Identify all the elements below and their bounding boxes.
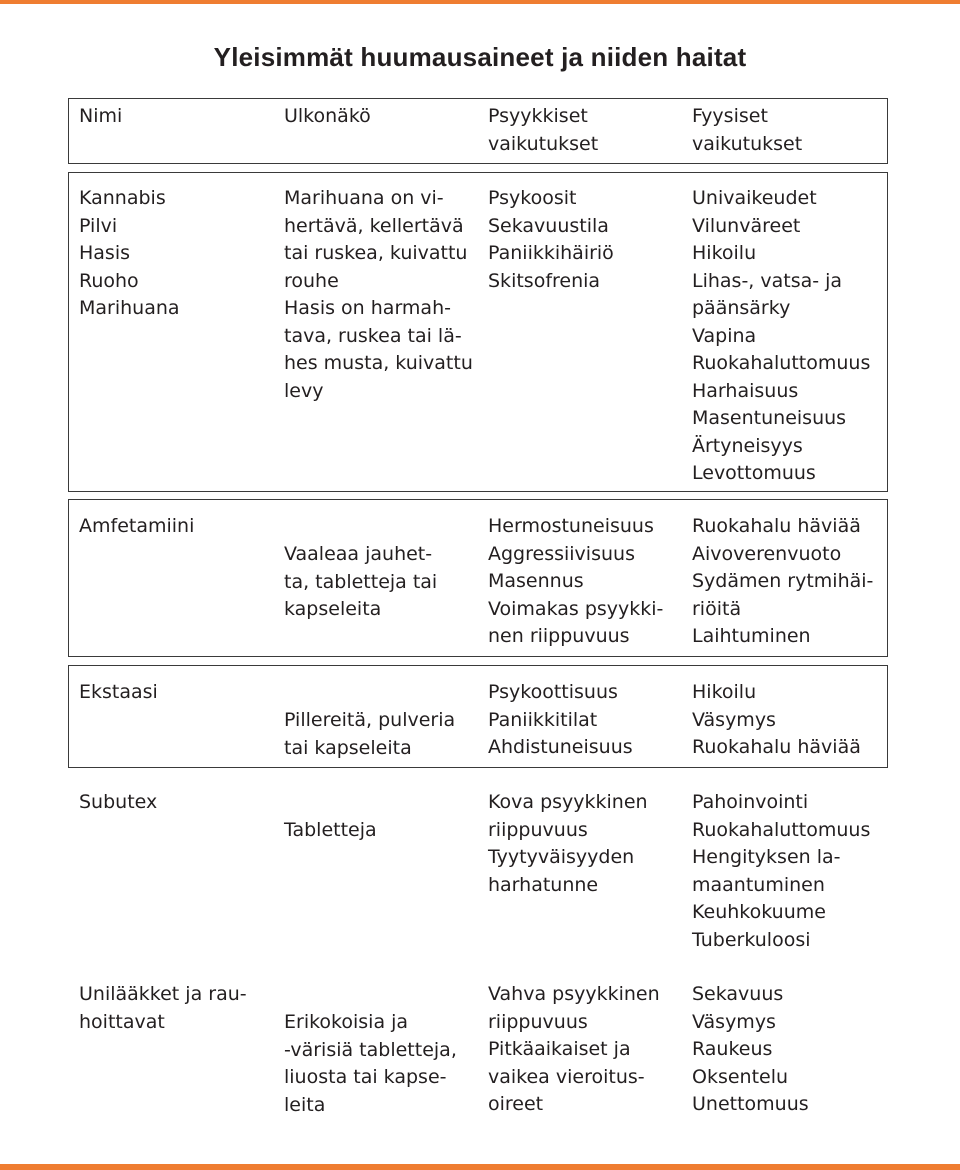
page-title: Yleisimmät huumausaineet ja niiden haitat (213, 42, 747, 72)
header-psyykkiset: Psyykkiset vaikutukset (488, 105, 599, 155)
cell-ulkonako: Pillereitä, pulveria tai kapseleita (284, 709, 456, 759)
header-fyysiset: Fyysiset vaikutukset (692, 105, 803, 155)
cell-fyysiset: Hikoilu Väsymys Ruokahalu häviää (692, 681, 861, 758)
cell-ulkonako: Tabletteja (284, 819, 377, 841)
cell-nimi: Amfetamiini (79, 515, 195, 537)
bottom-accent-rule (0, 1164, 960, 1170)
cell-ulkonako: Vaaleaa jauhet- ta, tabletteja tai kapseleita (284, 543, 438, 620)
cell-psyykkiset: Psykoosit Sekavuustila Paniikkihäiriö Skitsofrenia (488, 187, 614, 292)
top-accent-rule (0, 0, 960, 4)
header-nimi: Nimi (79, 105, 123, 127)
cell-ulkonako: Marihuana on vi- hertävä, kellertävä tai ruskea, kuivattu rouhe Hasis on harmah- tava, ruskea tai lä- hes musta, kuivattu levy (284, 187, 473, 402)
cell-psyykkiset: Hermostuneisuus Aggressiivisuus Masennus Voimakas psyykki- nen riippuvuus (488, 515, 664, 647)
cell-fyysiset: Pahoinvointi Ruokahaluttomuus Hengityksen la- maantuminen Keuhkokuume Tuberkuloosi (692, 791, 871, 951)
cell-fyysiset: Sekavuus Väsymys Raukeus Oksentelu Unettomuus (692, 983, 809, 1115)
cell-nimi: Kannabis Pilvi Hasis Ruoho Marihuana (79, 187, 180, 319)
cell-ulkonako: Erikokoisia ja -värisiä tabletteja, liuosta tai kapse- leita (284, 1011, 457, 1116)
cell-psyykkiset: Psykoottisuus Paniikkitilat Ahdistuneisuus (488, 681, 633, 758)
cell-fyysiset: Univaikeudet Vilunväreet Hikoilu Lihas-, vatsa- ja päänsärky Vapina Ruokahaluttomuus Harhaisuus Masentuneisuus Ärtyneisyys Levottomuus (692, 187, 871, 484)
cell-nimi: Ekstaasi (79, 681, 158, 703)
cell-nimi: Subutex (79, 791, 158, 813)
header-ulkonako: Ulkonäkö (284, 105, 371, 127)
cell-nimi: Unilääkket ja rau- hoittavat (79, 983, 247, 1033)
cell-psyykkiset: Kova psyykkinen riippuvuus Tyytyväisyyden harhatunne (488, 791, 648, 896)
cell-fyysiset: Ruokahalu häviää Aivoverenvuoto Sydämen rytmihäi- riöitä Laihtuminen (692, 515, 874, 647)
cell-psyykkiset: Vahva psyykkinen riippuvuus Pitkäaikaiset ja vaikea vieroitus- oireet (488, 983, 660, 1115)
